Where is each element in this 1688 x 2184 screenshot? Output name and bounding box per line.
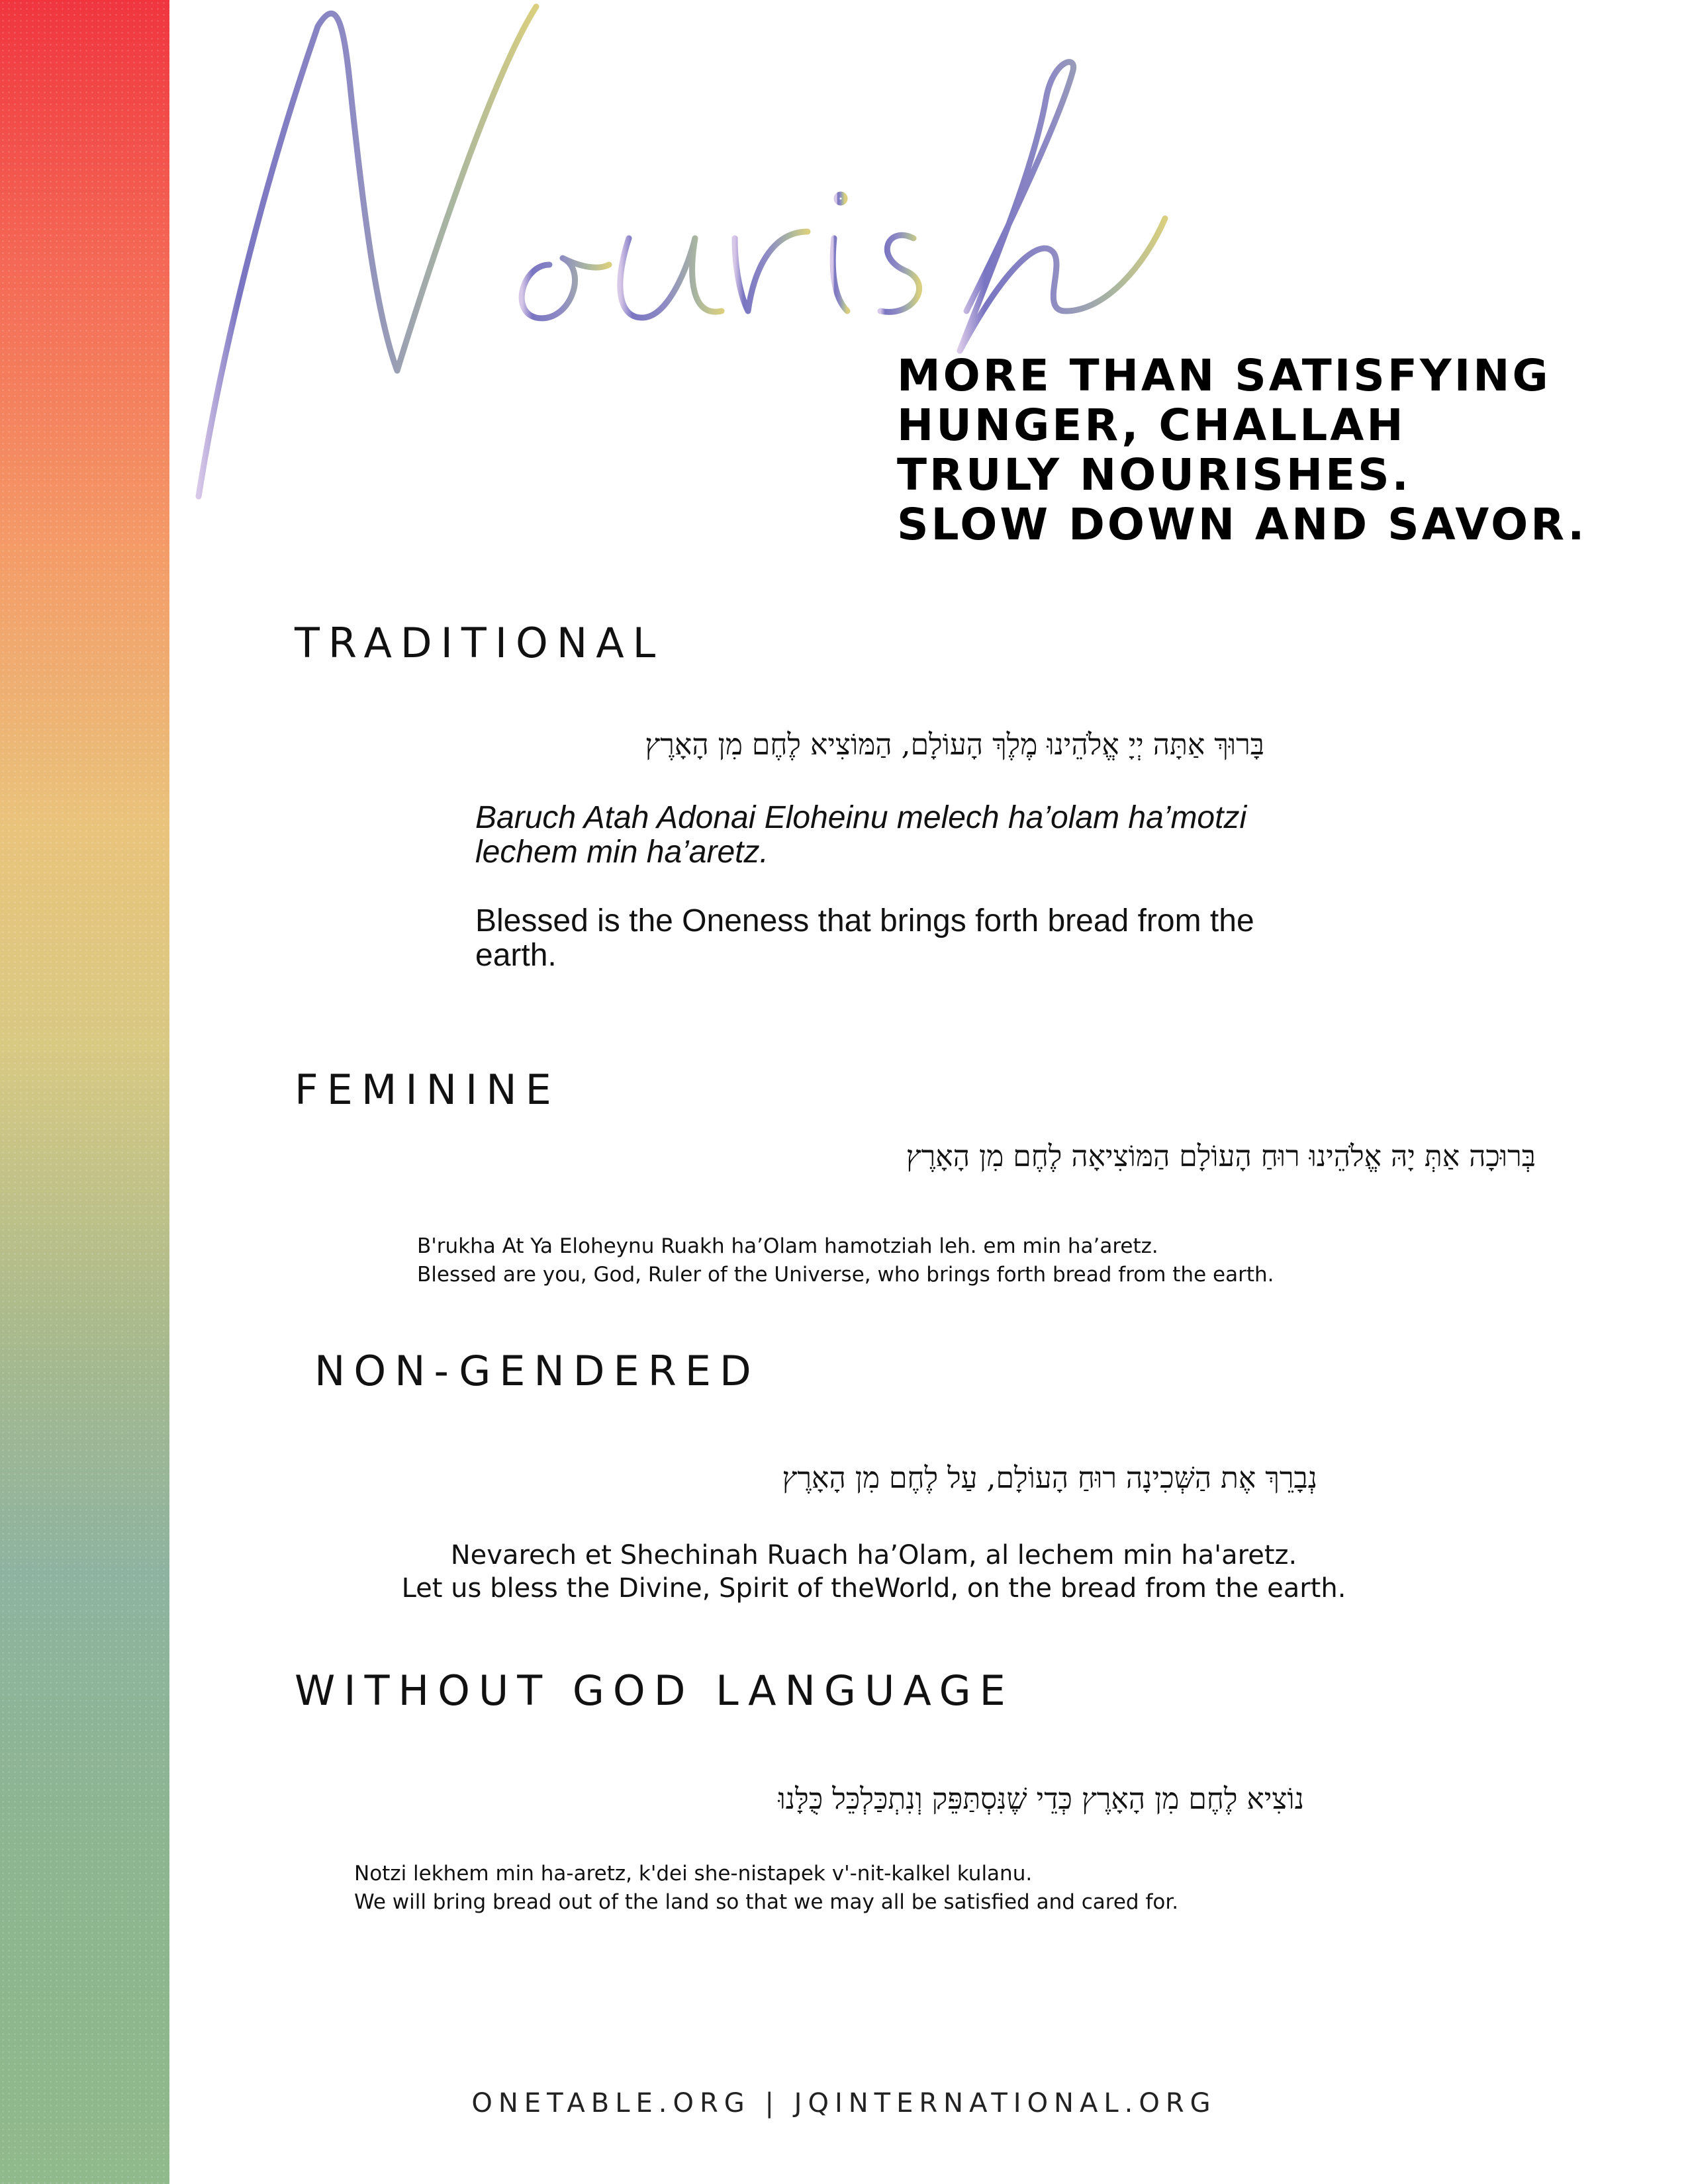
feminine-text-block — [417, 1232, 1542, 1289]
footer-links: ONETABLE.ORG | JQINTERNATIONAL.ORG — [471, 2088, 1217, 2118]
non-gendered-text-block — [371, 1539, 1377, 1605]
feminine-translation: Blessed are you, God, Ruler of the Universe, who brings forth bread from the earth. — [417, 1263, 1274, 1287]
tagline-line: HUNGER, CHALLAH — [897, 400, 1406, 451]
feminine-heading: FEMININE — [295, 1066, 560, 1114]
without-god-hebrew: נוֹצִיא לֶחֶם מִן הָאָרֶץ כְּדֵי שֶׁנִּסְתַּפֵּק וְנִתְכַּלְכֵּל כֻּלָּנוּ — [778, 1782, 1304, 1816]
traditional-transliteration: Baruch Atah Adonai Eloheinu melech ha’olam ha’motzi lechem min ha’aretz. — [475, 800, 1247, 870]
tagline-line: TRULY NOURISHES. — [897, 449, 1411, 500]
non-gendered-translation: Let us bless the Divine, Spirit of theWorld, on the bread from the earth. — [401, 1573, 1346, 1604]
traditional-hebrew: בָּרוּךְ אַתָּה יְיָ אֱלֹהֵינוּ מֶלֶךְ הָעוֹלָם, הַמּוֹצִיא לֶחֶם מִן הָאָרֶץ — [645, 728, 1264, 762]
feminine-hebrew: בְּרוּכָה אַתְּ יָהּ אֱלֹהֵינוּ רוּחַ הָעוֹלָם הַמּוֹצִיאָה לֶחֶם מִן הָאָרֶץ — [906, 1140, 1536, 1173]
non-gendered-transliteration: Nevarech et Shechinah Ruach ha’Olam, al lechem min ha'aretz. — [450, 1540, 1297, 1570]
traditional-translation: Blessed is the Oneness that brings forth bread from the earth. — [475, 903, 1254, 973]
tagline — [897, 351, 1658, 549]
tagline-line: SLOW DOWN AND SAVOR. — [897, 499, 1587, 550]
gradient-side-stripe — [0, 0, 169, 2184]
without-god-text-block — [354, 1860, 1546, 1917]
non-gendered-heading: NON-GENDERED — [314, 1347, 760, 1395]
traditional-heading: TRADITIONAL — [295, 619, 665, 667]
without-god-translation: We will bring bread out of the land so that we may all be satisfied and cared for. — [354, 1890, 1179, 1914]
non-gendered-hebrew: נְבָרֵךְ אֶת הַשְּׁכִינָה רוּחַ הָעוֹלָם, עַל לֶחֶם מִן הָאָרֶץ — [782, 1461, 1317, 1495]
tagline-line: MORE THAN SATISFYING — [897, 350, 1551, 401]
without-god-transliteration: Notzi lekhem min ha-aretz, k'dei she-nistapek v'-nit-kalkel kulanu. — [354, 1862, 1033, 1886]
without-god-heading: WITHOUT GOD LANGUAGE — [295, 1666, 1014, 1715]
feminine-transliteration: B'rukha At Ya Eloheynu Ruakh ha’Olam hamotziah leh. em min ha’aretz. — [417, 1234, 1158, 1258]
